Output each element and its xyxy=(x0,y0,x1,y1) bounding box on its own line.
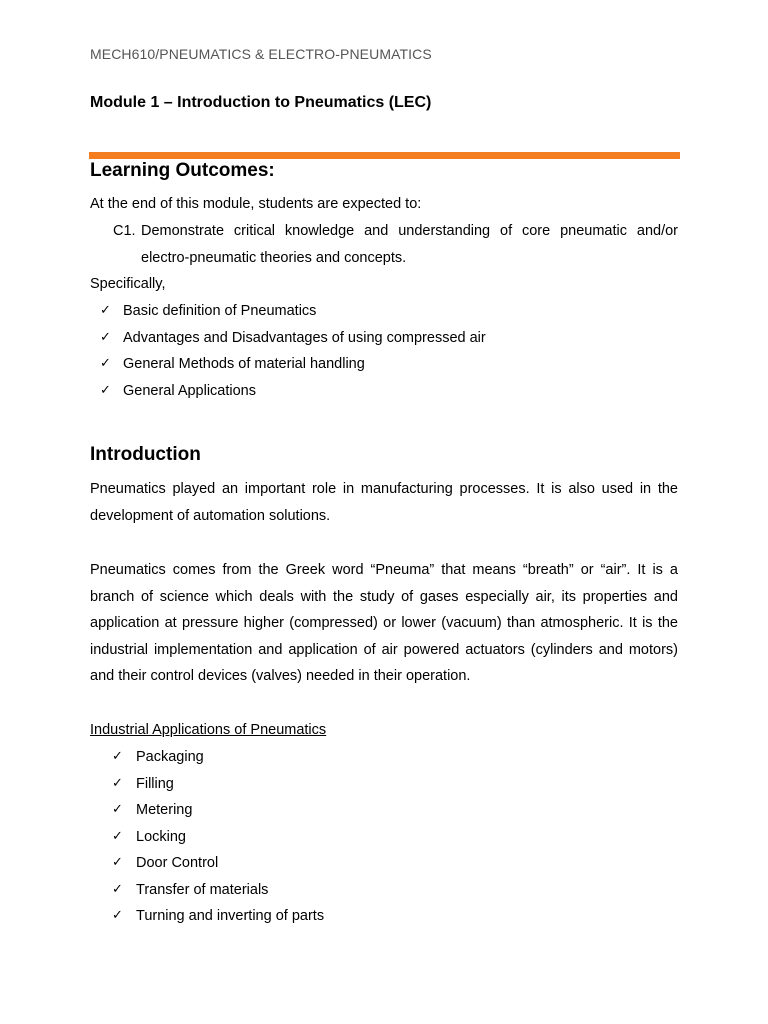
checkmark-icon: ✓ xyxy=(112,775,123,791)
checkmark-icon: ✓ xyxy=(100,329,111,345)
list-item-text: Locking xyxy=(136,828,186,845)
checkmark-icon: ✓ xyxy=(100,356,111,371)
course-header: MECH610/PNEUMATICS & ELECTRO-PNEUMATICS xyxy=(90,46,432,62)
checkmark-icon: ✓ xyxy=(112,881,123,897)
checkmark-icon: ✓ xyxy=(100,382,111,398)
list-item-text: Filling xyxy=(136,775,174,792)
checkmark-icon: ✓ xyxy=(100,303,111,318)
introduction-paragraph-2: Pneumatics comes from the Greek word “Pneuma” that means “breath” or “air”. It is a branch of science which deals with the study of gases especially air, its properties and application at pressure higher (compressed) or lower (vacuum) than atmospheric. It is the industrial implementation and application of air powered actuators (cylinders and motors) and their control devices (valves) needed in their operation. xyxy=(90,562,678,684)
outcome-c1-label: C1. xyxy=(113,223,136,239)
section-divider-bar xyxy=(89,152,680,159)
list-item-text: Basic definition of Pneumatics xyxy=(123,303,317,319)
specifically-label: Specifically, xyxy=(90,276,166,292)
list-item-text: Turning and inverting of parts xyxy=(136,908,325,924)
list-item-text: Transfer of materials xyxy=(136,881,269,898)
checkmark-icon: ✓ xyxy=(112,828,123,844)
module-title: Module 1 – Introduction to Pneumatics (LEC) xyxy=(90,94,432,111)
list-item-text: Metering xyxy=(136,802,193,818)
checkmark-icon: ✓ xyxy=(112,749,123,764)
introduction-heading: Introduction xyxy=(90,444,201,465)
list-item-text: Packaging xyxy=(136,749,204,765)
introduction-paragraph-1: Pneumatics played an important role in manufacturing processes. It is also used in the development of automation solutions. xyxy=(90,481,678,524)
list-item-text: General Applications xyxy=(123,382,256,399)
applications-heading: Industrial Applications of Pneumatics xyxy=(90,722,327,738)
learning-outcomes-heading: Learning Outcomes: xyxy=(90,160,275,181)
checkmark-icon: ✓ xyxy=(112,802,123,817)
learning-outcomes-intro: At the end of this module, students are expected to: xyxy=(90,196,422,212)
checkmark-icon: ✓ xyxy=(112,908,123,923)
checkmark-icon: ✓ xyxy=(112,855,123,870)
list-item-text: Advantages and Disadvantages of using compressed air xyxy=(123,329,486,346)
outcome-c1-text: Demonstrate critical knowledge and understanding of core pneumatic and/or electro-pneumatic theories and concepts. xyxy=(141,223,678,266)
list-item-text: Door Control xyxy=(136,855,219,871)
list-item-text: General Methods of material handling xyxy=(123,356,365,372)
